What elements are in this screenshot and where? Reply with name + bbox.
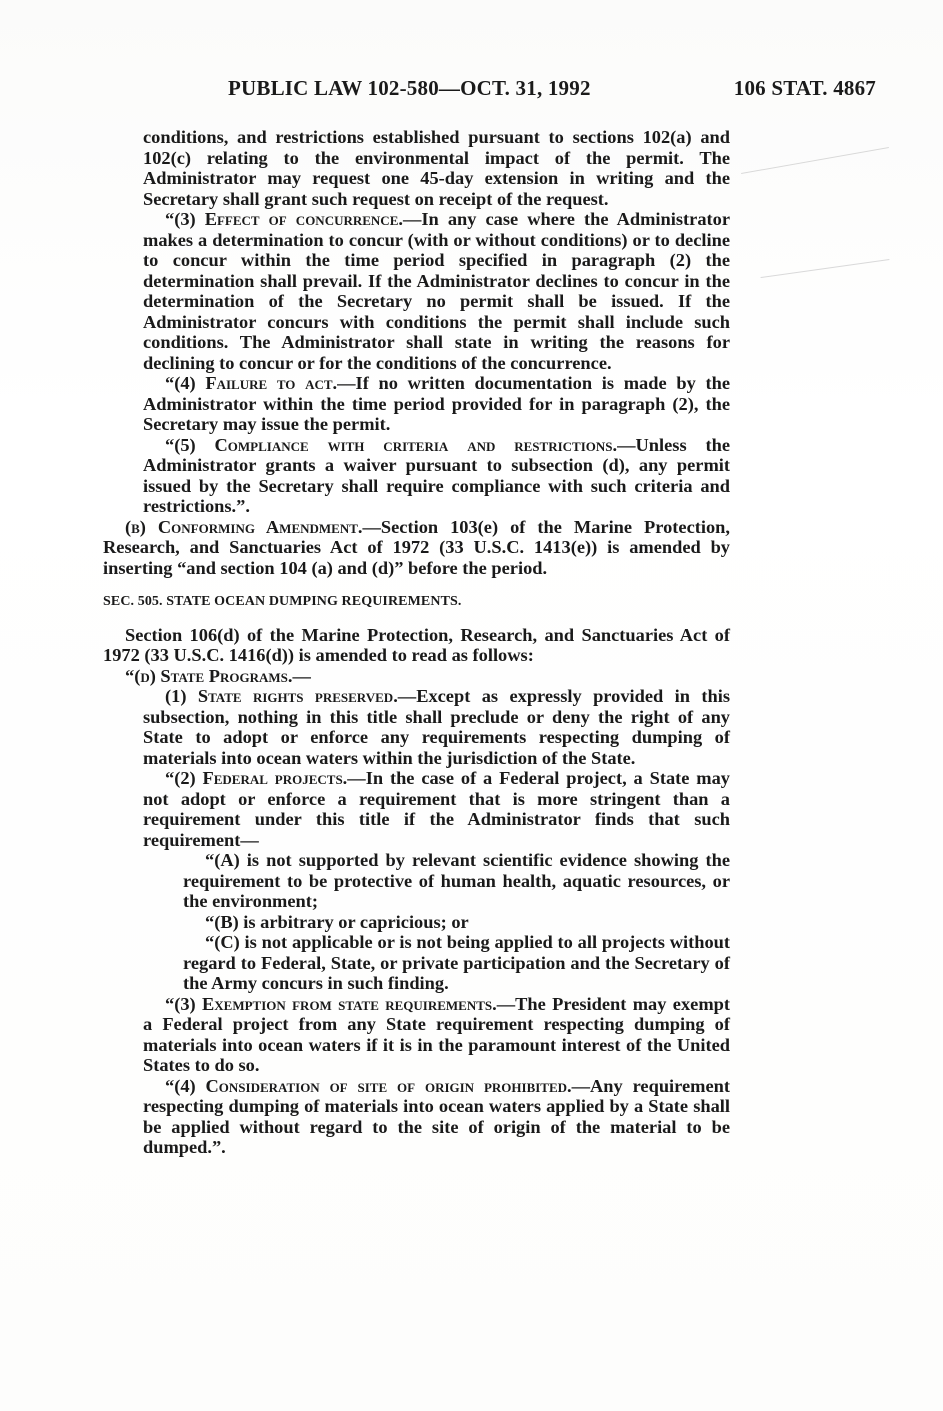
paragraph-heading: (1) State rights preserved.—	[165, 686, 417, 706]
paragraph-exemption: “(3) Exemption from state requirements.—The President may exempt a Federal project from any State requirement respecting dumping of materials into ocean waters if it is in the paramount interest of the United States to do so.	[143, 993, 730, 1075]
paragraph-state-programs	[103, 666, 730, 687]
paragraph-conforming-amendment: (b) Conforming Amendment.—Section 103(e) of the Marine Protection, Research, and Sanctuaries Act of 1972 (33 U.S.C. 1413(e)) is amended by inserting “and section 104 (a) and (d)” before the period.	[103, 516, 731, 578]
page-header	[228, 76, 876, 106]
scan-artifact	[761, 259, 890, 278]
paragraph-heading: “(2) Federal projects.—	[165, 768, 366, 788]
paragraph-heading: “(3) Exemption from state requirements.—	[165, 993, 516, 1014]
paragraph-heading: “(4) Failure to act.—	[165, 373, 356, 393]
subparagraph-c: “(C) is not applicable or is not being applied to all projects without regard to Federal, State, or private participation and the Secretary of the Army concurs in such finding.	[183, 932, 730, 993]
scan-artifact	[741, 147, 889, 174]
running-title: PUBLIC LAW 102-580—OCT. 31, 1992	[228, 76, 591, 100]
paragraph-failure-to-act: “(4) Failure to act.—If no written documentation is made by the Administrator within the time period provided for in paragraph (2), the Secretary may issue the permit.	[143, 373, 730, 434]
paragraph-heading: “(5) Compliance with criteria and restrictions.—	[165, 434, 636, 455]
paragraph-continuation: conditions, and restrictions established pursuant to sections 102(a) and 102(c) relating to the environmental impact of the permit. The Administrator may request one 45-day extension in writing and the Secretary shall grant such request on receipt of the request.	[143, 127, 730, 209]
paragraph-site-of-origin: “(4) Consideration of site of origin prohibited.—Any requirement respecting dumping of materials into ocean waters applied by a State shall be applied without regard to the site of origin of the material to be dumped.”.	[143, 1075, 730, 1157]
subparagraph-b: “(B) is arbitrary or capricious; or	[205, 911, 469, 932]
paragraph-state-rights: (1) State rights preserved.—Except as expressly provided in this subsection, nothing in this title shall preclude or deny the right of any State to adopt or enforce any requirements respecting dumping of materials into ocean waters within the jurisdiction of the State.	[143, 686, 731, 768]
stat-page-number: 106 STAT. 4867	[733, 76, 876, 100]
paragraph-heading: “(d) State Programs.—	[125, 665, 311, 686]
paragraph-effect-of-concurrence: “(3) Effect of concurrence.—In any case where the Administrator makes a determination to concur (with or without conditions) or to decline to concur within the time period specified in paragraph (2) the determination shall prevail. If the Administrator declines to concur in the determination of the Secretary no permit shall be issued. If the Administrator concurs with conditions the permit shall include such conditions. The Administrator shall state in writing the reasons for declining to concur or for the conditions of the concurrence.	[143, 209, 730, 373]
document-body	[103, 127, 730, 1158]
paragraph-heading: (b) Conforming Amendment.—	[125, 516, 381, 537]
paragraph-federal-projects: “(2) Federal projects.—In the case of a Federal project, a State may not adopt or enforce a requirement that is more stringent than a requirement under this title if the Administrator finds that such requirement—	[143, 768, 731, 850]
paragraph-section-106d: Section 106(d) of the Marine Protection, Research, and Sanctuaries Act of 1972 (33 U.S.C. 1416(d)) is amended to read as follows:	[103, 624, 730, 665]
paragraph-heading: “(3) Effect of concurrence.—	[165, 209, 422, 229]
paragraph-compliance: “(5) Compliance with criteria and restrictions.—Unless the Administrator grants a waiver pursuant to subsection (d), any permit issued by the Secretary shall require compliance with such criteria and restrictions.”.	[143, 434, 730, 516]
section-heading: SEC. 505. STATE OCEAN DUMPING REQUIREMENTS.	[103, 594, 462, 609]
subparagraph-a: “(A) is not supported by relevant scientific evidence showing the requirement to be protective of human health, aquatic resources, or the environment;	[183, 850, 730, 911]
paragraph-heading: “(4) Consideration of site of origin prohibited.—	[165, 1075, 591, 1096]
